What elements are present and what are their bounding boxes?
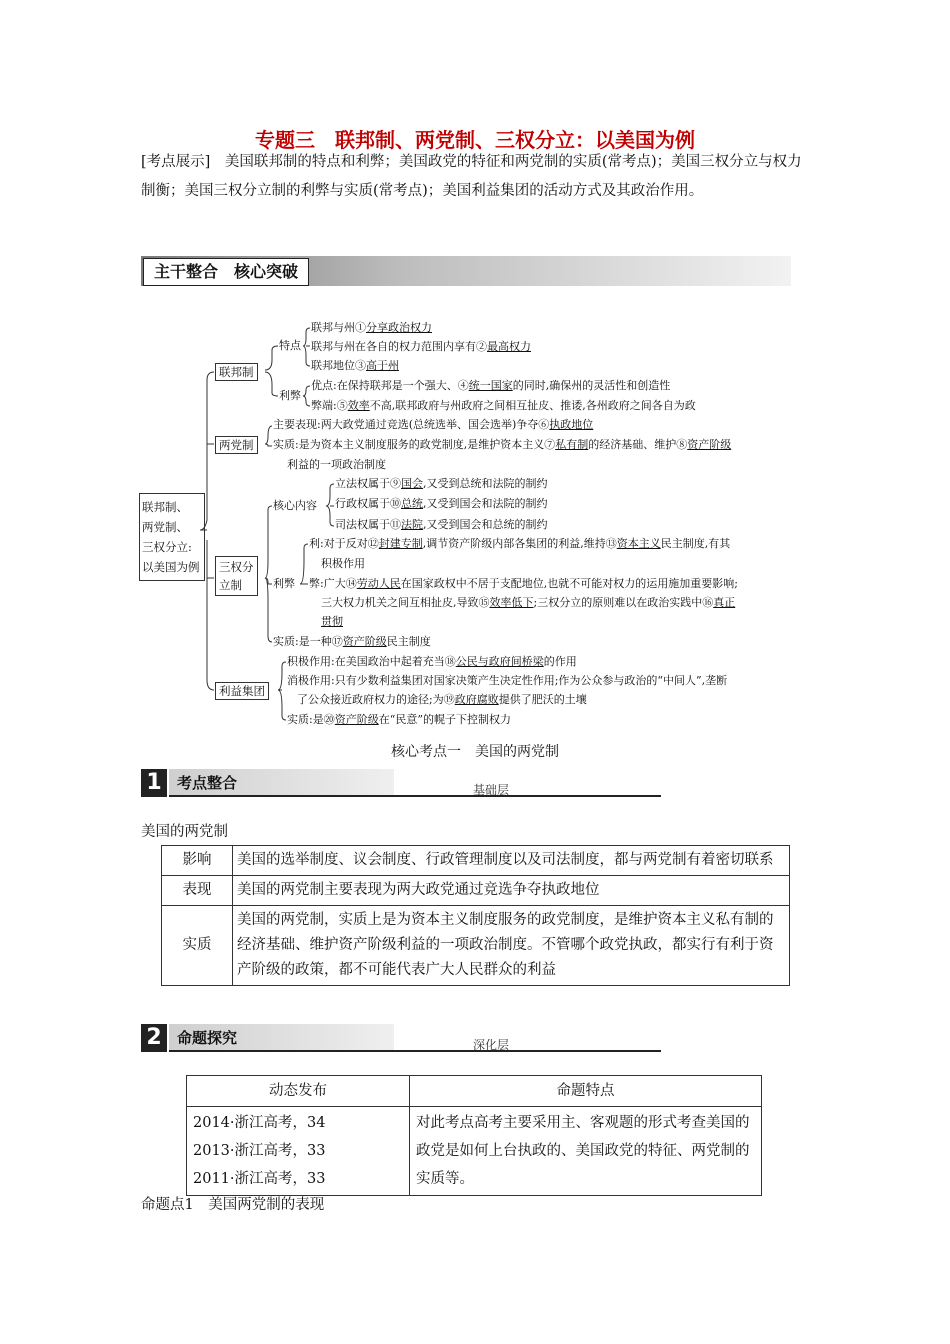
twoparty-line-3: 利益的一项政治制度 [287,458,386,471]
table-value: 美国的两党制，实质上是为资本主义制度服务的政党制度，是维护资本主义私有制的经济基础、维护资产阶级利益的一项政治制度。不管哪个政党执政，都实行有利于资产阶级的政策，都不可能代表广大人民群众的利益 [233,906,790,986]
column-header: 命题特点 [410,1076,762,1107]
footer-heading: 命题点1 美国两党制的表现 [141,1197,325,1213]
separation-con-2: 三大权力机关之间互相扯皮,导致⑮效率低下;三权分立的原则难以在政治实践中⑯真正 [321,596,736,609]
core-judicial: 司法权属于⑪法院,又受到国会和总统的制约 [335,518,548,531]
node-separation-pros-cons: 利弊 [273,577,295,590]
separation-essence: 实质:是一种⑰资产阶级民主制度 [273,635,431,648]
table-key: 表现 [162,876,233,906]
interest-negative-2: 了公众接近政府权力的途径;为⑲政府腐败提供了肥沃的土壤 [297,693,587,706]
table-value: 美国的两党制主要表现为两大政党通过竞选争夺执政地位 [233,876,790,906]
section-bar-2 [141,1024,661,1052]
exam-item: 2011·浙江高考，33 [193,1171,326,1187]
section-number: 2 [141,1024,167,1052]
federal-feature-3: 联邦地位③高于州 [311,359,399,372]
exam-item: 2013·浙江高考，33 [193,1143,326,1159]
table-row [162,906,790,986]
exam-table [186,1075,762,1196]
table-header-row [187,1076,762,1107]
mindmap-root: 联邦制、 两党制、 三权分立: 以美国为例 [139,493,205,581]
core-point-heading: 核心考点一 美国的两党制 [391,744,559,760]
separation-pro-2: 积极作用 [321,557,365,570]
table-row [187,1107,762,1196]
banner-title: 主干整合 核心突破 [143,258,309,286]
intro-tag: [考点展示] [141,154,211,170]
interest-essence: 实质:是⑳资产阶级在“民意”的幌子下控制权力 [287,713,511,726]
section-number: 1 [141,769,167,797]
exam-list [187,1107,410,1196]
node-features: 特点 [279,339,301,352]
intro-text: 美国联邦制的特点和利弊；美国政党的特征和两党制的实质(常考点)；美国三权分立与权力制衡；美国三权分立制的利弊与实质(常考点)；美国利益集团的活动方式及其政治作用。 [141,154,802,199]
twoparty-line-1: 主要表现:两大政党通过竞选(总统选举、国会选举)争夺⑥执政地位 [273,418,594,431]
interest-negative-1: 消极作用:只有少数利益集团对国家决策产生决定性作用;作为公众参与政治的“中间人”,垄断 [287,674,728,687]
twoparty-line-2: 实质:是为资本主义制度服务的政党制度,是维护资本主义⑦私有制的经济基础、维护⑧资产阶级 [273,438,732,451]
table-row [162,846,790,876]
core-legislative: 立法权属于⑨国会,又受到总统和法院的制约 [335,477,548,490]
node-separation: 三权分 立制 [215,556,258,596]
section-level-tag: 基础层 [473,783,510,797]
section-bar-1 [141,769,661,797]
separation-pro-1: 利:对于反对⑫封建专制,调节资产阶级内部各集团的利益,维持⑬资本主义民主制度,有其 [309,537,731,550]
federal-cons: 弊端:⑤效率不高,联邦政府与州政府之间相互扯皮、推诿,各州政府之间各自为政 [311,399,696,412]
table-key: 影响 [162,846,233,876]
section-label: 考点整合 [169,769,394,797]
exam-item: 2014·浙江高考，34 [193,1115,326,1131]
interest-positive: 积极作用:在美国政治中起着充当⑱公民与政府间桥梁的作用 [287,655,577,668]
table-key: 实质 [162,906,233,986]
federal-feature-2: 联邦与州在各自的权力范围内享有②最高权力 [311,340,531,353]
summary-table [161,845,790,986]
node-core-content: 核心内容 [273,499,317,512]
federal-pros: 优点:在保持联邦是一个强大、④统一国家的同时,确保州的灵活性和创造性 [311,379,671,392]
separation-con-3: 贯彻 [321,615,343,628]
core-executive: 行政权属于⑩总统,又受到国会和法院的制约 [335,497,548,510]
section-level-tag: 深化层 [473,1038,510,1052]
exam-feature: 对此考点高考主要采用主、客观题的形式考查美国的政党是如何上台执政的、美国政党的特征、两党制的实质等。 [410,1107,762,1196]
column-header: 动态发布 [187,1076,410,1107]
federal-feature-1: 联邦与州①分享政治权力 [311,321,432,334]
node-two-party: 两党制 [215,436,258,454]
node-interest-groups: 利益集团 [215,682,269,700]
node-pros-cons: 利弊 [279,389,301,402]
node-federal: 联邦制 [215,363,258,381]
table-row [162,876,790,906]
page-title: 专题三 联邦制、两党制、三权分立：以美国为例 [255,128,695,152]
table-value: 美国的选举制度、议会制度、行政管理制度以及司法制度，都与两党制有着密切联系 [233,846,790,876]
separation-con-1: 弊:广大⑭劳动人民在国家政权中不居于支配地位,也就不可能对权力的运用施加重要影响; [309,577,738,590]
subject-heading: 美国的两党制 [141,824,228,840]
section-label: 命题探究 [169,1024,394,1052]
